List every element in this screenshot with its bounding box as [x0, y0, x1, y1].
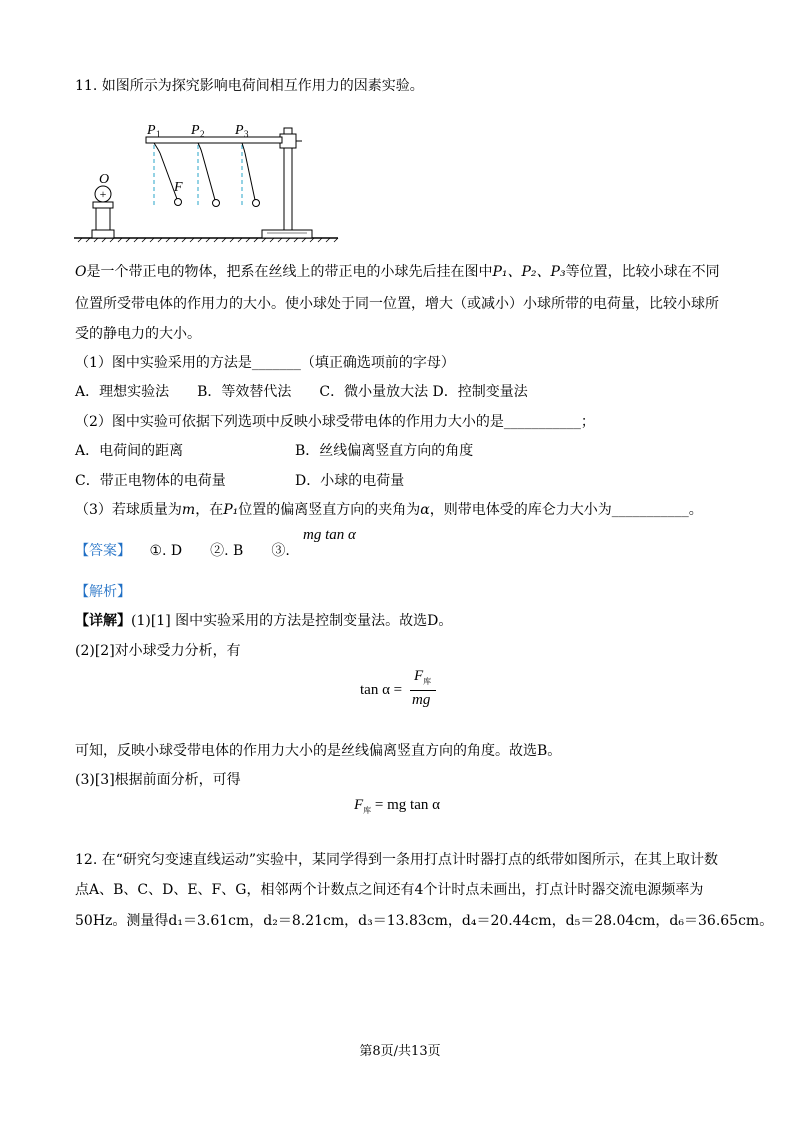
- detail-1-text: (1)[1] 图中实验采用的方法是控制变量法。故选D。: [131, 613, 453, 629]
- equation-1-left: tan α =: [360, 682, 403, 698]
- q11-para3: 受的静电力的大小。: [75, 326, 201, 342]
- page-footer: 第8页/共13页: [359, 1044, 441, 1059]
- q11-sub3-d: ，则带电体受的库仑力大小为___________。: [429, 502, 703, 518]
- label-P1-sub: 1: [156, 129, 161, 139]
- q11-title: 11. 如图所示为探究影响电荷间相互作用力的因素实验。: [75, 78, 424, 94]
- q11-para1-P: P₁、P₂、P₃: [492, 264, 566, 280]
- label-P2: P: [191, 123, 200, 138]
- q11-para1-O: O: [75, 264, 87, 280]
- equation-2-sub: 库: [363, 806, 372, 815]
- answer-label: 【答案】: [75, 543, 131, 559]
- q11-sub3-c: 位置的偏离竖直方向的夹角为: [238, 502, 421, 518]
- pendulum-P2: [198, 143, 220, 207]
- label-O: O: [99, 172, 110, 187]
- label-P2-sub: 2: [200, 129, 205, 139]
- q11-para1: [75, 262, 720, 282]
- analysis-label: 【解析】: [75, 584, 131, 600]
- q11-sub3: [75, 500, 703, 520]
- q11-para2: 位置所受带电体的作用力的大小。使小球处于同一位置，增大（或减小）小球所带的电荷量，比较小球所: [75, 296, 719, 312]
- detail-2: (2)[2]对小球受力分析，有: [75, 643, 241, 659]
- answer-formula: mg tan α: [303, 527, 356, 543]
- q11-sub3-alpha: α: [420, 502, 430, 518]
- q11-sub3-m: m: [181, 502, 196, 518]
- equation-2-F: F: [354, 797, 364, 813]
- q11-para1-d: 等位置，比较小球在不同: [565, 264, 720, 280]
- fraction-bar: [410, 690, 436, 691]
- q11-option-2C: C．带正电物体的电荷量: [75, 473, 226, 489]
- q11-option-2B: B．丝线偏离竖直方向的角度: [295, 443, 474, 459]
- equation-1-num: $F_库$: [414, 668, 432, 686]
- q11-option-2D: D．小球的电荷量: [295, 473, 405, 489]
- q11-option-2A: A．电荷间的距离: [75, 443, 184, 459]
- q11-sub3-p: P₁: [223, 502, 239, 518]
- answer-items: ①. D ②. B ③.: [149, 543, 290, 559]
- plus-sign: +: [99, 187, 107, 201]
- equation-1-num-sub: 库: [423, 677, 432, 686]
- detail-4: (3)[3]根据前面分析，可得: [75, 772, 241, 788]
- q11-sub2: （2）图中实验可依据下列选项中反映小球受带电体的作用力大小的是___________；: [75, 414, 595, 430]
- label-P1: P: [147, 123, 156, 138]
- experiment-figure: [72, 112, 342, 244]
- q11-sub3-b: ，在: [195, 502, 224, 518]
- detail-1: [75, 611, 452, 631]
- q12-line1: 12. 在“研究匀变速直线运动”实验中，某同学得到一条用打点计时器打点的纸带如图所示，在其上取计数: [75, 852, 719, 868]
- detail-3: 可知，反映小球受带电体的作用力大小的是丝线偏离竖直方向的角度。故选B。: [75, 743, 562, 759]
- label-F: F: [174, 180, 183, 195]
- pendulum-P3: [242, 143, 260, 207]
- q11-sub3-a: （3）若球质量为: [75, 502, 182, 518]
- label-P3: P: [235, 123, 244, 138]
- equation-2-right: = mg tan α: [374, 797, 440, 813]
- pendulum-P1: [154, 143, 182, 206]
- detail-label: 【详解】: [75, 613, 131, 629]
- q11-options-1: A．理想实验法 B．等效替代法 C．微小量放大法 D．控制变量法: [75, 384, 528, 400]
- equation-1-den: mg: [412, 692, 431, 708]
- charged-body-O: [92, 172, 114, 238]
- label-P3-sub: 3: [244, 129, 249, 139]
- q12-line2: 点A、B、C、D、E、F、G，相邻两个计数点之间还有4个计时点未画出，打点计时器交流电源频率为: [75, 882, 704, 898]
- q11-sub1: （1）图中实验采用的方法是_______（填正确选项前的字母）: [75, 355, 455, 371]
- q11-para1-b: 是一个带正电的物体，把系在丝线上的带正电的小球先后挂在图中: [86, 264, 493, 280]
- equation-2: [354, 797, 440, 816]
- q12-line3: 50Hz。测量得d₁＝3.61cm，d₂＝8.21cm，d₃＝13.83cm，d₄＝20.44cm，d₅＝28.04cm，d₆＝36.65cm。: [75, 913, 774, 929]
- equation-1: [360, 668, 480, 716]
- answer-line: [75, 541, 290, 561]
